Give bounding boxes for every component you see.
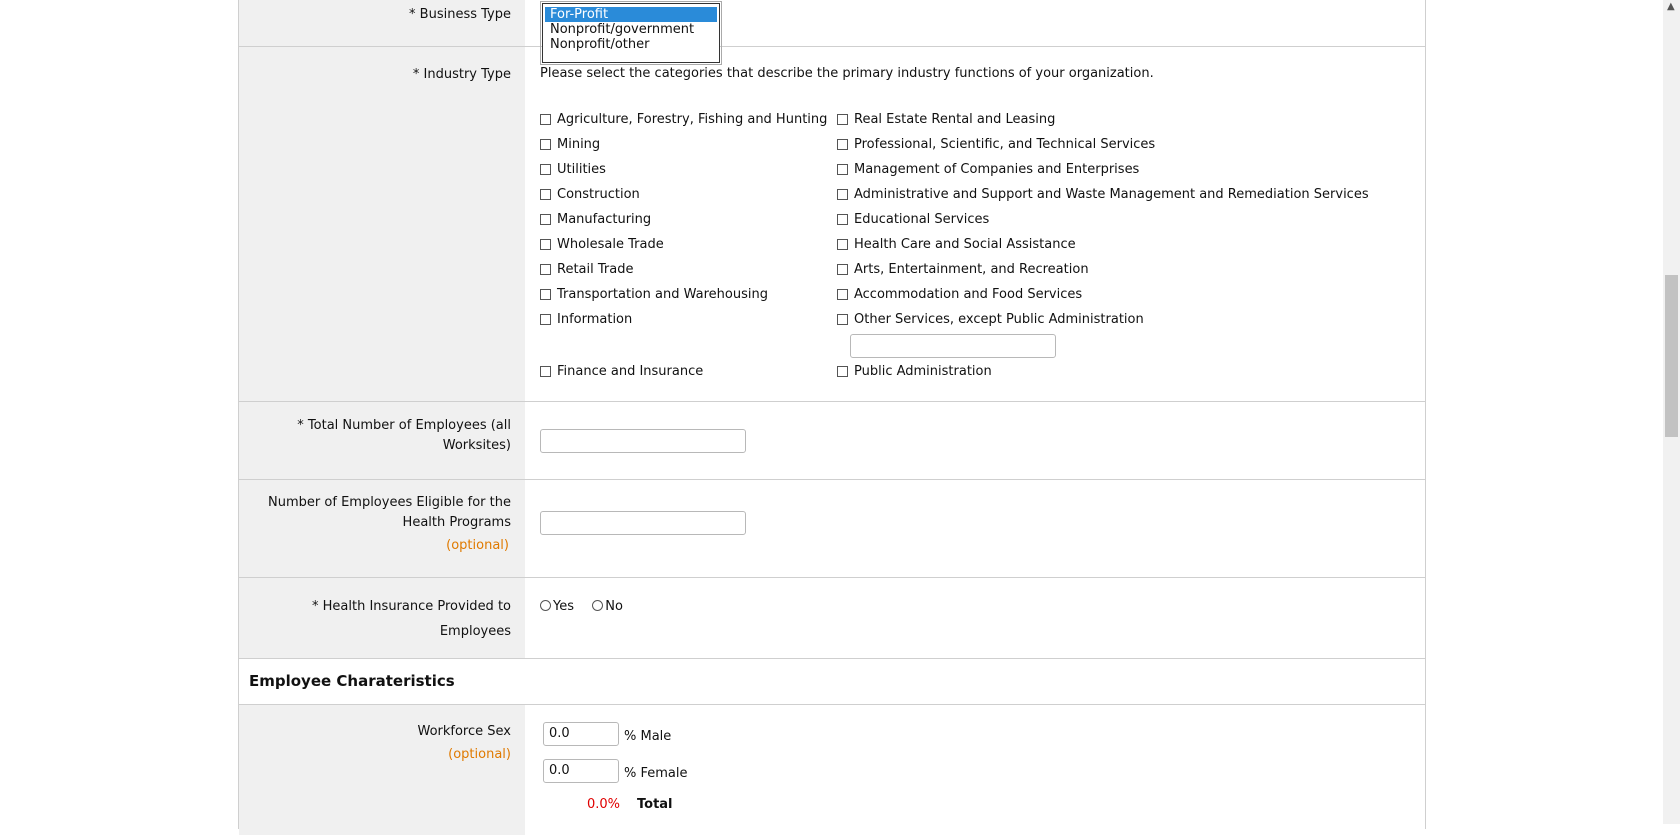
scroll-up-icon[interactable]: ▲ <box>1667 1 1675 12</box>
checkbox[interactable] <box>837 289 848 300</box>
business-type-option-2[interactable]: Nonprofit/other <box>550 37 650 52</box>
checkbox[interactable] <box>540 366 551 377</box>
checkbox[interactable] <box>837 264 848 275</box>
industry-checkbox-item[interactable] <box>540 137 600 152</box>
checkbox[interactable] <box>540 114 551 125</box>
eligible-employees-row <box>239 480 1425 578</box>
industry-checkbox-label: Transportation and Warehousing <box>557 287 768 302</box>
eligible-employees-input[interactable] <box>540 511 746 535</box>
industry-checkbox-label: Administrative and Support and Waste Management and Remediation Services <box>854 187 1369 202</box>
industry-checkbox-label: Utilities <box>557 162 606 177</box>
business-type-label: * Business Type <box>409 7 511 22</box>
health-insurance-no-radio[interactable] <box>592 600 603 611</box>
industry-checkbox-item[interactable] <box>837 287 1082 302</box>
checkbox[interactable] <box>837 114 848 125</box>
checkbox[interactable] <box>540 214 551 225</box>
industry-checkbox-label: Agriculture, Forestry, Fishing and Hunting <box>557 112 828 127</box>
industry-checkbox-label: Manufacturing <box>557 212 652 227</box>
section-title: Employee Charateristics <box>249 672 455 690</box>
employer-form <box>238 0 1426 829</box>
industry-checkbox-item[interactable] <box>837 187 1369 202</box>
checkbox[interactable] <box>837 139 848 150</box>
industry-checkbox-label: Real Estate Rental and Leasing <box>854 112 1056 127</box>
industry-checkbox-item[interactable] <box>540 212 651 227</box>
industry-checkbox-item[interactable] <box>540 287 768 302</box>
total-percent-value: 0.0% <box>587 797 621 812</box>
scrollbar-thumb[interactable] <box>1665 275 1678 437</box>
industry-checkbox-label: Mining <box>557 137 601 152</box>
checkbox[interactable] <box>540 164 551 175</box>
industry-checkbox-label: Finance and Insurance <box>557 364 704 379</box>
industry-type-label: * Industry Type <box>412 67 511 82</box>
industry-checkbox-label: Other Services, except Public Administration <box>854 312 1144 327</box>
vertical-scrollbar[interactable] <box>1663 0 1680 824</box>
checkbox[interactable] <box>540 314 551 325</box>
industry-type-row <box>239 47 1425 402</box>
industry-checkbox-item[interactable] <box>540 162 606 177</box>
industry-checkbox-label: Management of Companies and Enterprises <box>854 162 1140 177</box>
industry-checkbox-item[interactable] <box>540 312 632 327</box>
business-type-option-0[interactable]: For-Profit <box>545 7 717 22</box>
industry-checkbox-label: Wholesale Trade <box>557 237 664 252</box>
industry-type-content <box>525 47 1425 401</box>
industry-checkbox-item[interactable] <box>837 262 1089 277</box>
industry-checkbox-item[interactable] <box>837 162 1139 177</box>
industry-checkbox-item[interactable] <box>540 112 827 127</box>
industry-checkbox-label: Information <box>557 312 633 327</box>
business-type-option-1[interactable]: Nonprofit/government <box>550 22 695 37</box>
checkbox[interactable] <box>837 164 848 175</box>
checkbox[interactable] <box>837 366 848 377</box>
industry-checkbox-item[interactable] <box>540 364 703 379</box>
health-insurance-yes-radio[interactable] <box>540 600 551 611</box>
workforce-sex-optional: (optional) <box>448 747 511 762</box>
checkbox[interactable] <box>540 289 551 300</box>
checkbox[interactable] <box>540 264 551 275</box>
industry-checkbox-label: Accommodation and Food Services <box>854 287 1083 302</box>
total-label: Total <box>637 797 673 812</box>
health-insurance-row <box>239 578 1425 659</box>
industry-checkbox-item[interactable] <box>837 237 1076 252</box>
checkbox[interactable] <box>837 239 848 250</box>
health-insurance-label: * Health Insurance Provided to Employees <box>312 599 511 639</box>
health-insurance-no-label: No <box>605 599 623 614</box>
industry-checkbox-item[interactable] <box>837 112 1055 127</box>
workforce-sex-label: Workforce Sex <box>417 724 511 739</box>
industry-checkbox-item[interactable] <box>540 262 633 277</box>
checkbox[interactable] <box>540 239 551 250</box>
employee-characteristics-header <box>239 659 1425 705</box>
eligible-employees-label: Number of Employees Eligible for the Health Programs <box>268 495 511 530</box>
industry-checkbox-label: Educational Services <box>854 212 990 227</box>
industry-checkbox-label: Arts, Entertainment, and Recreation <box>854 262 1089 277</box>
industry-checkbox-label: Public Administration <box>854 364 992 379</box>
female-percent-input[interactable]: 0.0 <box>543 759 619 783</box>
health-insurance-radios <box>540 599 623 614</box>
checkbox[interactable] <box>540 189 551 200</box>
industry-checkbox-item[interactable] <box>837 212 989 227</box>
checkbox[interactable] <box>837 214 848 225</box>
industry-checkbox-item[interactable] <box>837 364 992 379</box>
industry-checkbox-label: Construction <box>557 187 640 202</box>
total-employees-label: * Total Number of Employees (all Worksites) <box>297 418 511 453</box>
industry-checkbox-label: Professional, Scientific, and Technical Services <box>854 137 1156 152</box>
total-employees-row <box>239 402 1425 480</box>
industry-checkbox-item[interactable] <box>540 187 640 202</box>
industry-checkbox-label: Health Care and Social Assistance <box>854 237 1076 252</box>
industry-checkbox-item[interactable] <box>540 237 664 252</box>
checkbox[interactable] <box>837 314 848 325</box>
business-type-row <box>239 0 1425 47</box>
eligible-employees-optional: (optional) <box>446 538 509 553</box>
male-percent-label: % Male <box>624 729 672 744</box>
total-employees-input[interactable] <box>540 429 746 453</box>
industry-checkbox-label: Retail Trade <box>557 262 634 277</box>
other-services-input[interactable] <box>850 334 1056 358</box>
male-percent-input[interactable]: 0.0 <box>543 722 619 746</box>
health-insurance-yes-label: Yes <box>553 599 574 614</box>
checkbox[interactable] <box>540 139 551 150</box>
industry-instructions: Please select the categories that describe the primary industry functions of your organization. <box>540 66 1154 81</box>
workforce-sex-row <box>239 705 1425 835</box>
industry-checkbox-item[interactable] <box>837 137 1155 152</box>
industry-checkbox-item[interactable] <box>837 312 1144 327</box>
checkbox[interactable] <box>837 189 848 200</box>
female-percent-label: % Female <box>624 766 688 781</box>
